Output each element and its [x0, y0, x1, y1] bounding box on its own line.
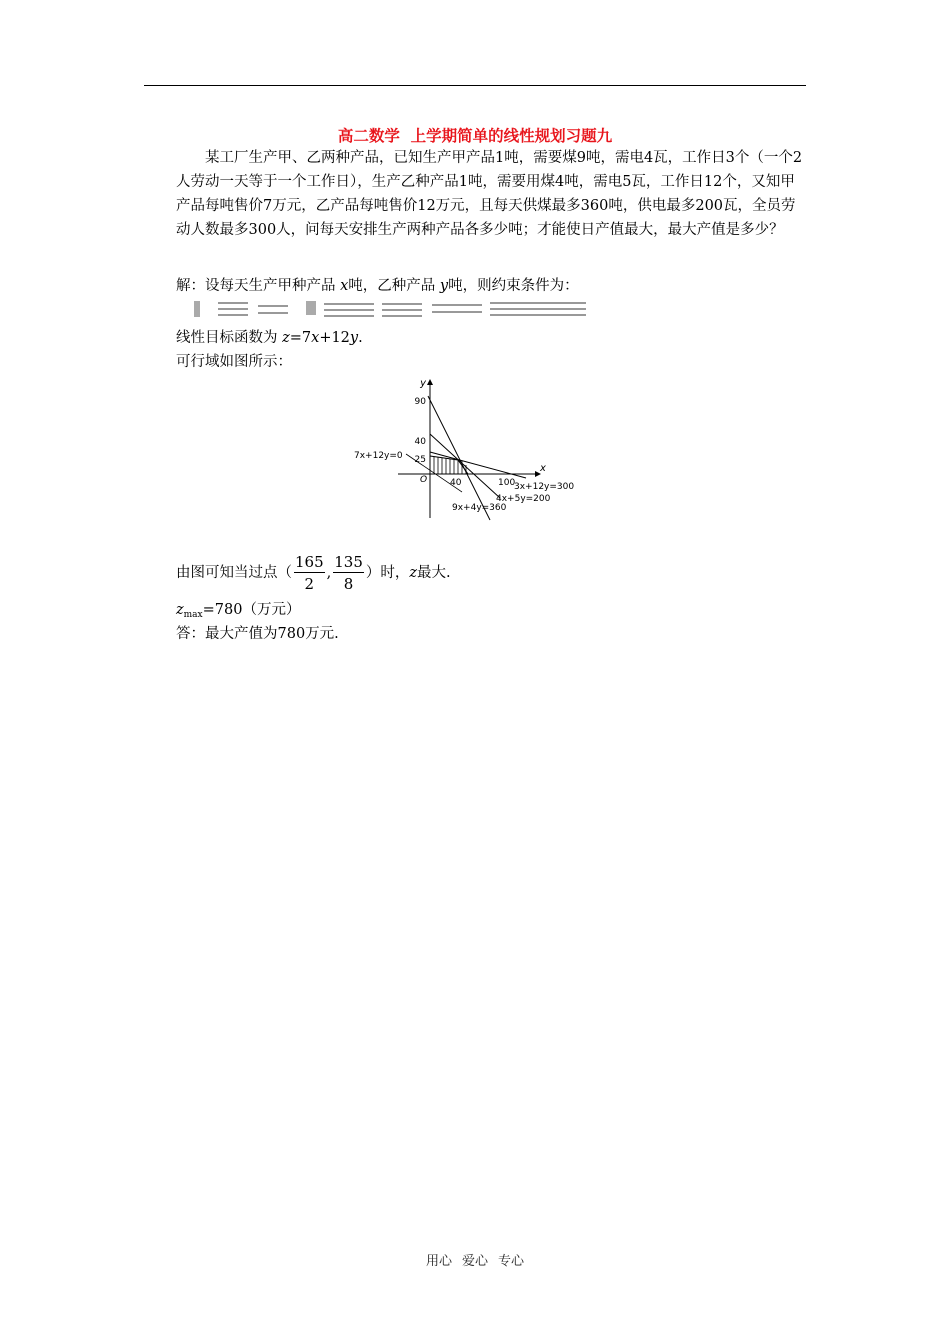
footer-word-3: 专心: [498, 1254, 525, 1269]
fraction-x: $\frac{165}{2}$: [295, 553, 324, 593]
tick-x-40: 40: [450, 478, 462, 488]
x-axis-label: x: [540, 463, 546, 474]
problem-statement: [176, 146, 808, 242]
answer-line: 答：最大产值为780万元.: [176, 626, 339, 642]
feasible-region-figure: [350, 374, 600, 522]
header-rule: [144, 85, 806, 86]
solution-setup: 解：设每天生产甲种产品 x吨，乙种产品 y吨，则约束条件为：: [176, 278, 579, 294]
label-4x-5y: 4x+5y=200: [496, 494, 551, 504]
label-3x-12y: 3x+12y=300: [514, 482, 575, 492]
problem-text: 某工厂生产甲、乙两种产品，已知生产甲产品1吨，需要煤9吨，需电4瓦，工作日3个（一个2人劳动一天等于一个工作日），生产乙种产品1吨，需要用煤4吨，需电5瓦，工作日12个，又知甲产品每吨售价7万元，乙产品每吨售价12万元，且每天供煤最多360吨，供电最多200瓦，全员劳动人数最多300人，问每天安排生产两种产品各多少吨；才能使日产值最大，最大产值是多少？: [176, 150, 803, 238]
fraction-y: $\frac{135}{8}$: [334, 553, 363, 593]
objective-function: 线性目标函数为 z=7x+12y.: [176, 330, 363, 346]
tick-y-90: 90: [414, 397, 426, 407]
page-footer: [0, 1250, 950, 1269]
label-9x-4y: 9x+4y=360: [452, 503, 507, 513]
tick-y-40: 40: [414, 437, 426, 447]
tick-x-100: 100: [498, 478, 516, 488]
origin-label: O: [420, 475, 428, 485]
footer-word-2: 爱心: [461, 1254, 488, 1269]
label-objective: 7x+12y=0: [354, 451, 403, 461]
line-9x-4y-360: [428, 396, 490, 520]
zmax-line: $z_{max}=780$（万元）: [176, 602, 301, 620]
y-axis-label: y: [420, 378, 426, 389]
constraints-image: [194, 298, 586, 320]
footer-word-1: 用心: [425, 1254, 452, 1269]
line-4x-5y-200: [430, 434, 500, 498]
optimal-point-line: 由图可知当过点（ $\frac{165}{2}$ , $\frac{135}{8}$ ）时，z最大.: [176, 553, 451, 593]
page-title: 高二数学 上学期简单的线性规划习题九: [337, 127, 613, 145]
feasible-region-caption: 可行域如图所示：: [176, 354, 292, 370]
tick-y-25: 25: [414, 455, 426, 465]
